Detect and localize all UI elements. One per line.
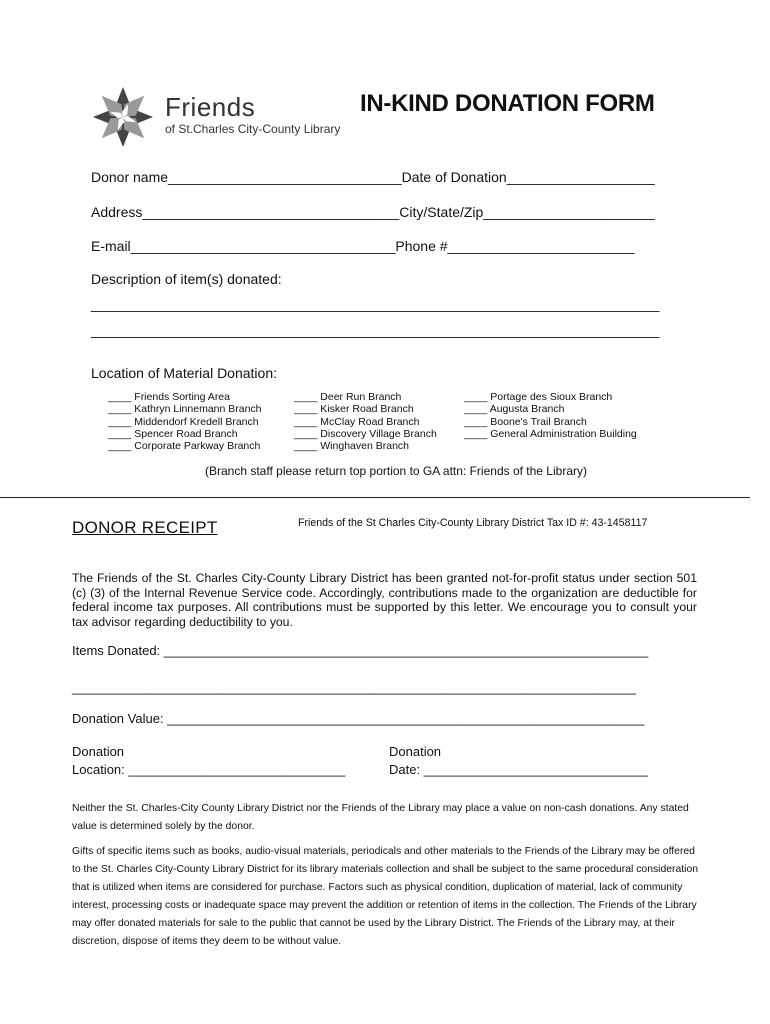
branch-option[interactable]: ____ Deer Run Branch: [294, 391, 402, 403]
tax-id: Friends of the St Charles City-County Library District Tax ID #: 43-1458117: [298, 517, 648, 529]
location-label: Location of Material Donation:: [91, 365, 277, 381]
branch-column-1: [108, 391, 262, 452]
donor-name-field[interactable]: Donor name______________________________Date of Donation___________________: [91, 169, 655, 185]
donation-location-field[interactable]: Location: ______________________________: [72, 762, 346, 777]
branch-option[interactable]: ____ Boone's Trail Branch: [464, 415, 587, 428]
star-logo-icon: [91, 85, 155, 149]
items-donated-field[interactable]: Items Donated: ___________________________________________________________________: [72, 643, 649, 658]
donation-date-field[interactable]: Date: _______________________________: [389, 762, 648, 777]
logo-name: Friends: [165, 92, 256, 122]
receipt-title: DONOR RECEIPT: [72, 518, 218, 537]
description-line[interactable]: _________________________________________________________________________: [91, 322, 660, 338]
logo-subtitle: of St.Charles City-County Library: [165, 122, 341, 136]
branch-column-2: [294, 391, 437, 452]
donation-value-field[interactable]: Donation Value: __________________________________________________________________: [72, 711, 645, 726]
branch-option[interactable]: ____ Middendorf Kredell Branch: [108, 415, 259, 428]
branch-option[interactable]: ____ General Administration Building: [464, 427, 637, 440]
items-donated-line[interactable]: ______________________________________________________________________________: [72, 680, 636, 695]
gifts-policy-note: Gifts of specific items such as books, audio-visual materials, periodicals and other materials to the Friends of the Library may be offered to the St. Charles City-County Library District for its library materials collection and shall be subject to the same procedural consideration that is utilized when items are considered for purchase. Factors such as physical condition, duplication of material, lack of community interest, processing costs or inadequate space may prevent the addition or retention of items in the collection. The Friends of the Library may offer donated materials for sale to the public that cannot be used by the Library District. The Friends of the Library may, at their discretion, dispose of items they deem to be without value.: [72, 846, 699, 947]
donation-location-label: Donation: [72, 744, 125, 759]
branch-option[interactable]: ____ Portage des Sioux Branch: [464, 391, 613, 403]
form-title: IN-KIND DONATION FORM: [360, 90, 655, 117]
branch-option[interactable]: ____ Corporate Parkway Branch: [108, 440, 261, 453]
branch-column-3: [464, 391, 637, 440]
branch-option[interactable]: ____ Winghaven Branch: [294, 440, 409, 453]
cut-line-divider: [0, 497, 750, 498]
branch-option[interactable]: ____ Augusta Branch: [464, 403, 565, 416]
branch-option[interactable]: ____ Spencer Road Branch: [108, 427, 238, 440]
email-field[interactable]: E-mail__________________________________Phone #________________________: [91, 238, 635, 254]
nonprofit-paragraph: The Friends of the St. Charles City-County Library District has been granted not-for-profit status under section 501 (c) (3) of the Internal Revenue Service code. Accordingly, contributions made to the organization are deductible for federal income tax purposes. All contributions must be supported by this letter. We encourage you to consult your tax advisor regarding deductibility to you.: [72, 571, 697, 629]
branch-option[interactable]: ____ McClay Road Branch: [294, 415, 420, 428]
branch-option[interactable]: ____ Kisker Road Branch: [294, 403, 414, 416]
description-line[interactable]: _________________________________________________________________________: [91, 296, 660, 312]
branch-option[interactable]: ____ Discovery Village Branch: [294, 427, 437, 440]
valuation-note: Neither the St. Charles-City County Library District nor the Friends of the Library may place a value on non-cash donations. Any stated value is determined solely by the donor.: [72, 803, 689, 832]
donation-date-label: Donation: [389, 744, 442, 759]
branch-option[interactable]: ____ Kathryn Linnemann Branch: [108, 403, 262, 416]
address-field[interactable]: Address_________________________________City/State/Zip______________________: [91, 204, 655, 220]
branch-option[interactable]: ____ Friends Sorting Area: [108, 391, 230, 403]
staff-note: (Branch staff please return top portion to GA attn: Friends of the Library): [205, 464, 587, 478]
description-label: Description of item(s) donated:: [91, 271, 282, 287]
